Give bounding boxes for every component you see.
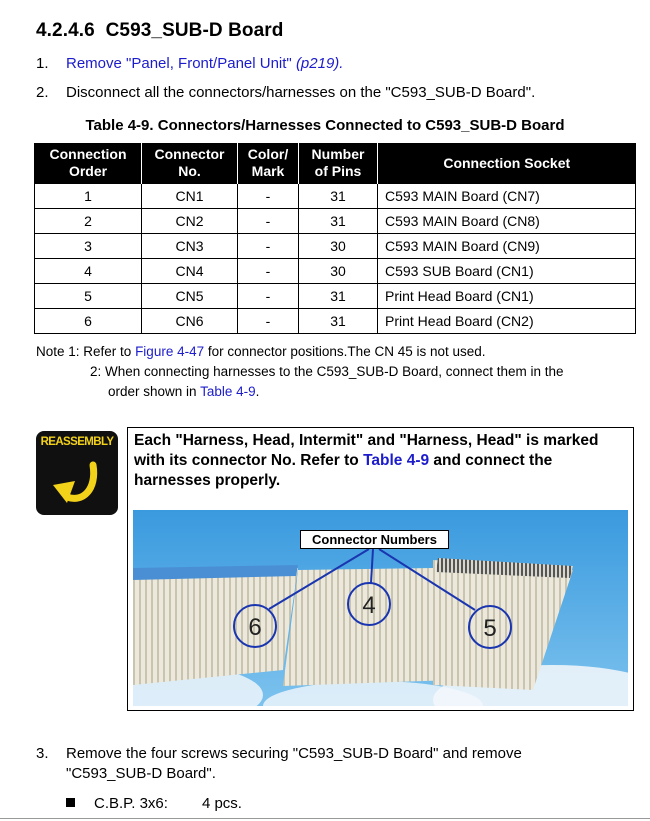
table-caption: Table 4-9. Connectors/Harnesses Connected to C593_SUB-D Board (85, 117, 565, 134)
mark-5: 5 (483, 615, 497, 642)
step-2-text: Disconnect all the connectors/harnesses on the "C593_SUB-D Board". (66, 84, 536, 101)
step-2: 2. Disconnect all the connectors/harnesses on the "C593_SUB-D Board". (36, 84, 536, 101)
header-number-of-pins: Number of Pins (299, 143, 378, 184)
section-title (36, 20, 284, 42)
table-link[interactable]: Table 4-9 (363, 452, 430, 469)
figure-link[interactable]: Figure 4-47 (135, 344, 205, 359)
table-header-row (35, 143, 636, 184)
note-1: Note 1: Refer to Figure 4-47 for connector positions.The CN 45 is not used. (36, 344, 486, 359)
table-row: 4 CN4 - 30 C593 SUB Board (CN1) (35, 259, 636, 284)
step-1: 1. Remove "Panel, Front/Panel Unit" (p219). (36, 55, 344, 72)
mark-6: 6 (248, 614, 262, 641)
panel-link[interactable]: Remove "Panel, Front/Panel Unit" (66, 55, 292, 72)
table-row: 2 CN2 - 31 C593 MAIN Board (CN8) (35, 209, 636, 234)
note-2: 2: When connecting harnesses to the C593_SUB-D Board, connect them in the order shown in Table 4-9. (90, 364, 564, 399)
reassembly-callout (127, 427, 634, 711)
return-arrow-icon (49, 455, 105, 511)
table-row: 1 CN1 - 31 C593 MAIN Board (CN7) (35, 184, 636, 209)
reassembly-icon: REASSEMBLY (36, 431, 118, 515)
section-name: C593_SUB-D Board (105, 20, 284, 41)
header-color-mark: Color/ Mark (238, 143, 299, 184)
connectors-table (34, 143, 636, 334)
header-connection-order: Connection Order (35, 143, 142, 184)
table-row: 6 CN6 - 31 Print Head Board (CN2) (35, 309, 636, 334)
table-notes (36, 342, 564, 402)
table-row: 3 CN3 - 30 C593 MAIN Board (CN9) (35, 234, 636, 259)
screw-qty: 4 pcs. (201, 795, 242, 812)
table-row: 5 CN5 - 31 Print Head Board (CN1) (35, 284, 636, 309)
bullet-square (66, 798, 75, 807)
header-connection-socket: Connection Socket (378, 143, 636, 184)
reassembly-text: Each "Harness, Head, Intermit" and "Harness, Head" is marked with its connector No. Refer to Table 4-9 and connect the harnesses properly. (134, 432, 599, 489)
step-3-text: Remove the four screws securing "C593_SUB-D Board" and remove (66, 745, 522, 762)
table-link[interactable]: Table 4-9 (200, 384, 256, 399)
screw-name: C.B.P. 3x6: (94, 795, 168, 812)
step-3: 3. Remove the four screws securing "C593_SUB-D Board" and remove "C593_SUB-D Board". (36, 745, 522, 782)
page-ref-link[interactable]: (p219). (295, 55, 344, 72)
screw-spec (66, 794, 242, 814)
header-connector-no: Connector No. (142, 143, 238, 184)
section-number: 4.2.4.6 (36, 20, 95, 41)
connector-numbers-label: Connector Numbers (300, 530, 449, 549)
page-bottom-rule (0, 818, 650, 819)
mark-4: 4 (362, 592, 376, 619)
